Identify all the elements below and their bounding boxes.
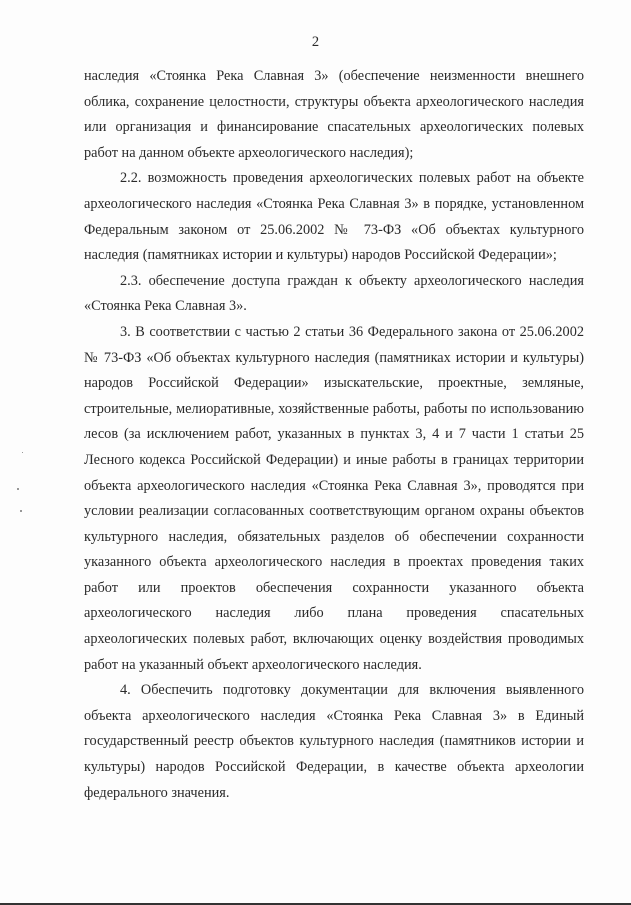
body-text xyxy=(84,64,584,806)
paragraph-3: 3. В соответствии с частью 2 статьи 36 Федерального закона от 25.06.2002 № 73-ФЗ «Об объектах культурного наследия (памятниках истории и культуры) народов Российской Федерации» изыскательские, проектные, земляные, строительные, мелиоративные, хозяйственные работы, работы по использованию лесов (за исключением работ, указанных в пунктах 3, 4 и 7 части 1 статьи 25 Лесного кодекса Российской Федерации) и иные работы в границах территории объекта археологического наследия «Стоянка Река Славная 3», проводятся при условии реализации согласованных соответствующим органом охраны объектов культурного наследия, обязательных разделов об обеспечении сохранности указанного объекта археологического наследия в проектах проведения таких работ или проектов обеспечения сохранности указанного объекта археологического наследия либо плана проведения спасательных археологических полевых работ, включающих оценку воздействия проводимых работ на указанный объект археологического наследия. xyxy=(84,323,584,673)
scan-speck xyxy=(22,452,23,453)
paragraph-continuation: наследия «Стоянка Река Славная 3» (обеспечение неизменности внешнего облика, сохранение целостности, структуры объекта археологического наследия или организация и финансирование спасательных археологических полевых работ на данном объекте археологического наследия); xyxy=(84,68,584,161)
paragraph-2-3: 2.3. обеспечение доступа граждан к объекту археологического наследия «Стоянка Река Славная 3». xyxy=(84,272,584,315)
scan-speck xyxy=(20,510,22,512)
paragraph-2-2: 2.2. возможность проведения археологических полевых работ на объекте археологического наследия «Стоянка Река Славная 3» в порядке, установленном Федеральным законом от 25.06.2002 № 73-ФЗ «Об объектах культурного наследия (памятниках истории и культуры) народов Российской Федерации»; xyxy=(84,170,584,264)
page-number: 2 xyxy=(311,34,320,50)
paragraph-4: 4. Обеспечить подготовку документации для включения выявленного объекта археологического наследия «Стоянка Река Славная 3» в Единый государственный реестр объектов культурного наследия (памятников истории и культуры) народов Российской Федерации, в качестве объекта археологии федерального значения. xyxy=(84,682,584,801)
scan-speck xyxy=(17,488,19,490)
